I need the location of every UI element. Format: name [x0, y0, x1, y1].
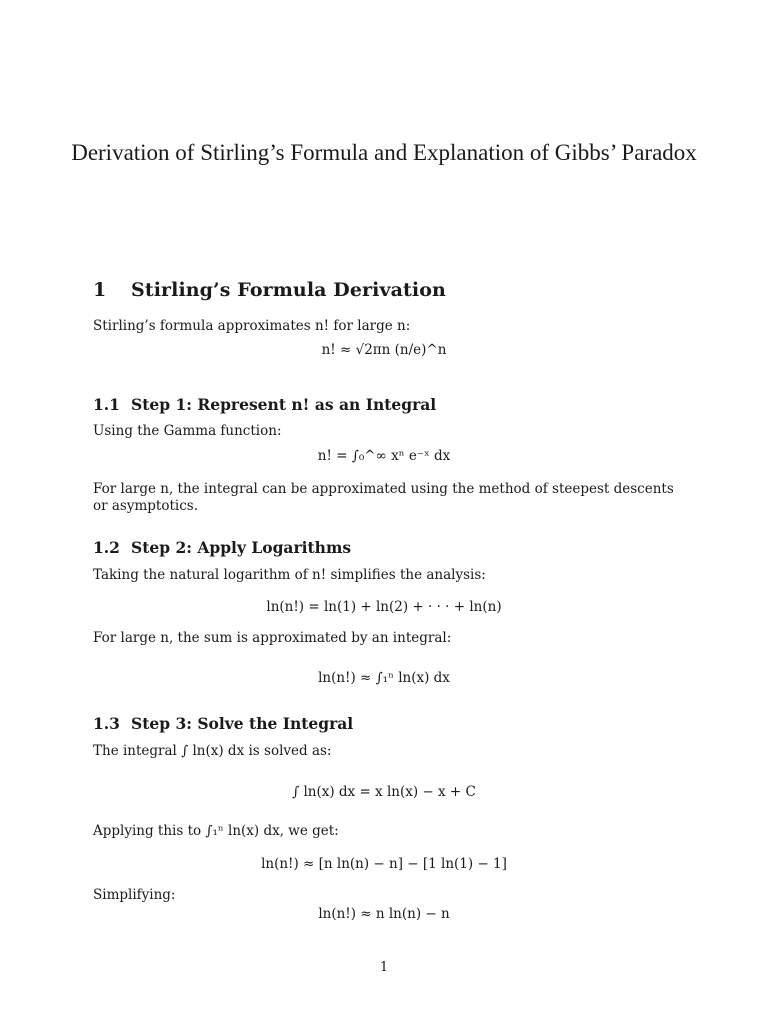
subsection-title: Step 2: Apply Logarithms [131, 538, 352, 557]
equation-logint [93, 670, 675, 686]
equation-applied [93, 856, 675, 872]
section-title: Stirling’s Formula Derivation [131, 279, 446, 301]
equation-text: ln(n!) ≈ ∫₁ⁿ ln(x) dx [318, 670, 450, 686]
document-title: Derivation of Stirling’s Formula and Explanation of Gibbs’ Paradox [71, 140, 697, 165]
paragraph [93, 887, 683, 904]
intro-paragraph [93, 318, 683, 335]
subsection-heading [93, 538, 351, 557]
equation-text: ∫ ln(x) dx = x ln(x) − x + C [292, 784, 476, 800]
paragraph [93, 481, 683, 515]
intro-text: Stirling’s formula approximates n! for large n: [93, 318, 411, 334]
equation-final [93, 906, 675, 922]
subsection-title: Step 3: Solve the Integral [131, 714, 354, 733]
equation-text: n! ≈ √2πn (n/e)^n [321, 342, 447, 358]
paragraph [93, 823, 683, 840]
section-heading [93, 279, 446, 301]
subsection-heading [93, 395, 436, 414]
paragraph-text: Using the Gamma function: [93, 423, 282, 439]
equation-text: ln(n!) ≈ n ln(n) − n [318, 906, 450, 922]
paragraph-text: Simplifying: [93, 887, 176, 903]
equation-text: ln(n!) ≈ [n ln(n) − n] − [1 ln(1) − 1] [261, 856, 507, 872]
paragraph-text: Taking the natural logarithm of n! simplifies the analysis: [93, 567, 486, 583]
section-number: 1 [93, 279, 107, 301]
subsection-title: Step 1: Represent n! as an Integral [131, 395, 437, 414]
subsection-number: 1.3 [93, 714, 120, 733]
paragraph [93, 630, 683, 647]
equation-antiderivative [93, 784, 675, 800]
paragraph [93, 423, 683, 440]
subsection-number: 1.2 [93, 538, 120, 557]
equation-logsum [93, 599, 675, 615]
paragraph-text: For large n, the integral can be approximated using the method of steepest descents or asymptotics. [93, 481, 674, 514]
paragraph [93, 567, 683, 584]
paragraph-text: The integral ∫ ln(x) dx is solved as: [93, 743, 332, 759]
subsection-heading [93, 714, 353, 733]
equation-text: n! = ∫₀^∞ xⁿ e⁻ˣ dx [317, 448, 451, 464]
page-number: 1 [379, 960, 389, 975]
equation-text: ln(n!) = ln(1) + ln(2) + · · · + ln(n) [266, 599, 502, 615]
equation-gamma [93, 448, 675, 464]
paragraph-text: For large n, the sum is approximated by an integral: [93, 630, 452, 646]
paragraph-text: Applying this to ∫₁ⁿ ln(x) dx, we get: [93, 823, 339, 839]
equation-stirling [93, 342, 675, 358]
subsection-number: 1.1 [93, 395, 120, 414]
paragraph [93, 743, 683, 760]
